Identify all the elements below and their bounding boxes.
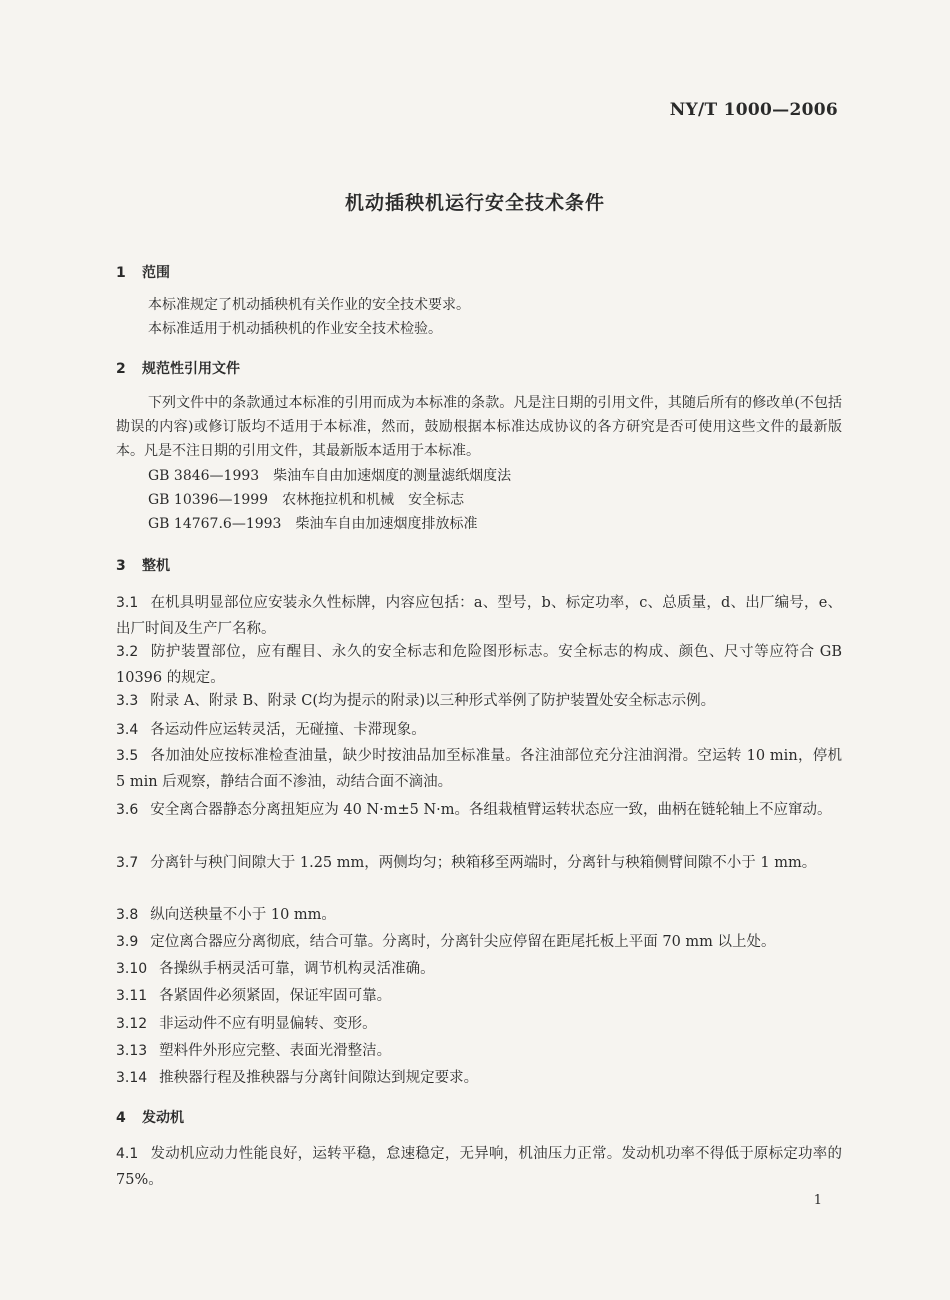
clause-item: 3.9 定位离合器应分离彻底，结合可靠。分离时，分离针尖应停留在距尾托板上平面 70 mm 以上处。 — [116, 934, 776, 950]
clause-item: 3.12 非运动件不应有明显偏转、变形。 — [116, 1016, 377, 1032]
section-heading-2: 2 规范性引用文件 — [116, 361, 240, 377]
clause-item: 3.2 防护装置部位，应有醒目、永久的安全标志和危险图形标志。安全标志的构成、颜色、尺寸等应符合 GB 10396 的规定。 — [116, 644, 842, 686]
page-title: 机动插秧机运行安全技术条件 — [344, 192, 605, 214]
reference-item: GB 10396—1999 农林拖拉机和机械 安全标志 — [148, 492, 465, 508]
section-heading-1: 1 范围 — [116, 265, 170, 281]
clause-item: 3.5 各加油处应按标准检查油量，缺少时按油品加至标准量。各注油部位充分注油润滑。空运转 10 min，停机 5 min 后观察，静结合面不渗油，动结合面不滴油。 — [116, 748, 842, 790]
page-number: 1 — [813, 1193, 822, 1208]
clause-item: 3.14 推秧器行程及推秧器与分离针间隙达到规定要求。 — [116, 1070, 479, 1086]
section-heading-3: 3 整机 — [116, 558, 170, 574]
clause-item: 3.1 在机具明显部位应安装永久性标牌，内容应包括：a、型号，b、标定功率，c、总质量，d、出厂编号，e、出厂时间及生产厂名称。 — [116, 595, 842, 637]
reference-item: GB 14767.6—1993 柴油车自由加速烟度排放标准 — [148, 516, 478, 532]
paragraph: 本标准适用于机动插秧机的作业安全技术检验。 — [148, 321, 442, 337]
clause-item: 3.7 分离针与秧门间隙大于 1.25 mm，两侧均匀；秧箱移至两端时，分离针与秧箱侧臂间隙不小于 1 mm。 — [116, 855, 817, 871]
reference-item: GB 3846—1993 柴油车自由加速烟度的测量滤纸烟度法 — [148, 468, 512, 484]
clause-item: 3.3 附录 A、附录 B、附录 C(均为提示的附录)以三种形式举例了防护装置处安全标志示例。 — [116, 693, 716, 709]
standard-code: NY/T 1000—2006 — [669, 100, 838, 120]
clause-item: 3.10 各操纵手柄灵活可靠，调节机构灵活准确。 — [116, 961, 435, 977]
section-heading-4: 4 发动机 — [116, 1110, 184, 1126]
clause-item: 3.13 塑料件外形应完整、表面光滑整洁。 — [116, 1043, 392, 1059]
clause-item: 3.8 纵向送秧量不小于 10 mm。 — [116, 907, 336, 923]
clause-item: 4.1 发动机应动力性能良好，运转平稳，怠速稳定，无异响，机油压力正常。发动机功率不得低于原标定功率的 75%。 — [116, 1146, 842, 1188]
paragraph: 本标准规定了机动插秧机有关作业的安全技术要求。 — [148, 297, 470, 313]
paragraph: 下列文件中的条款通过本标准的引用而成为本标准的条款。凡是注日期的引用文件，其随后所有的修改单(不包括勘误的内容)或修订版均不适用于本标准，然而，鼓励根据本标准达成协议的各方研究是否可使用这些文件的最新版本。凡是不注日期的引用文件，其最新版本适用于本标准。 — [116, 395, 842, 459]
clause-item: 3.11 各紧固件必须紧固，保证牢固可靠。 — [116, 988, 392, 1004]
clause-item: 3.4 各运动件应运转灵活，无碰撞、卡滞现象。 — [116, 722, 426, 738]
clause-item: 3.6 安全离合器静态分离扭矩应为 40 N·m±5 N·m。各组栽植臂运转状态应一致，曲柄在链轮轴上不应窜动。 — [116, 802, 832, 818]
